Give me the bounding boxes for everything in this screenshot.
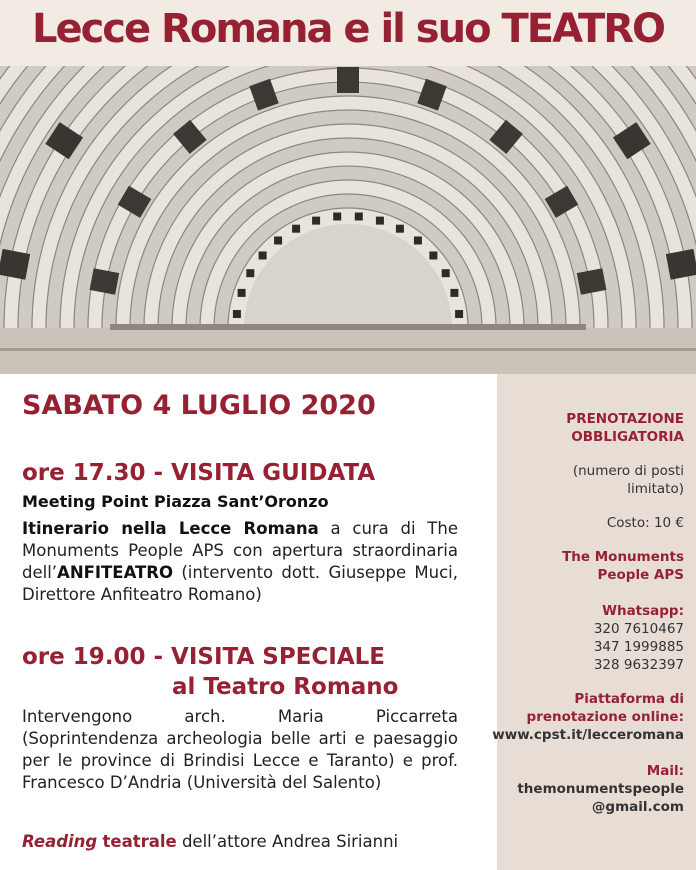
booking-sidebar bbox=[492, 374, 696, 870]
chair bbox=[414, 237, 422, 245]
chair bbox=[450, 289, 458, 297]
chair bbox=[238, 289, 246, 297]
mail-line-2[interactable]: @gmail.com bbox=[591, 799, 684, 815]
organizer-line-1: The Monuments bbox=[562, 549, 684, 565]
anfiteatro-word: ANFITEATRO bbox=[57, 563, 174, 582]
chair bbox=[233, 310, 241, 318]
chair bbox=[429, 252, 437, 260]
guided-visit-description bbox=[22, 518, 458, 606]
whatsapp-label: Whatsapp: bbox=[602, 603, 684, 619]
whatsapp-block bbox=[594, 602, 684, 674]
reading-word: Reading bbox=[22, 832, 98, 851]
chair bbox=[246, 269, 254, 277]
limited-line-2: limitato) bbox=[627, 481, 684, 497]
header-band bbox=[0, 0, 696, 66]
itinerary-text: a cura di The Monuments People APS con apertura straordinaria dell’ bbox=[22, 519, 458, 582]
mail-line-1[interactable]: themonumentspeople bbox=[517, 781, 684, 797]
organizer-line-2: People APS bbox=[597, 567, 684, 583]
vomitorium bbox=[666, 249, 696, 280]
phone-1[interactable]: 320 7610467 bbox=[593, 621, 684, 637]
chair bbox=[312, 217, 320, 225]
cost: Costo: 10 € bbox=[606, 515, 684, 531]
chair bbox=[396, 225, 404, 233]
booking-line-2: OBBLIGATORIA bbox=[571, 429, 684, 445]
booking-link[interactable]: www.cpst.it/lecceromana bbox=[492, 727, 684, 743]
mail-block bbox=[517, 762, 684, 816]
organizer bbox=[562, 548, 684, 584]
phone-3[interactable]: 328 9632397 bbox=[593, 657, 684, 673]
itinerary-text-end: (intervento dott. Giuseppe Muci, Direttore Anfiteatro Romano) bbox=[22, 563, 458, 604]
reading-line bbox=[22, 832, 398, 851]
special-visit-description: Intervengono arch. Maria Piccarreta (Soprintendenza archeologia belle arti e paesaggio per le province di Brindisi Lecce e Taranto) e prof. Francesco D’Andria (Università del Salento) bbox=[22, 707, 458, 792]
chair bbox=[274, 237, 282, 245]
platform-line-1: Piattaforma di bbox=[574, 691, 684, 707]
chair bbox=[376, 217, 384, 225]
reading-actor: dell’attore Andrea Sirianni bbox=[176, 832, 399, 851]
phone-2[interactable]: 347 1999885 bbox=[593, 639, 684, 655]
limited-seats bbox=[573, 462, 684, 498]
vomitorium bbox=[337, 67, 359, 93]
booking-line-1: PRENOTAZIONE bbox=[566, 411, 684, 427]
chair bbox=[333, 213, 341, 221]
mail-label: Mail: bbox=[646, 763, 684, 779]
theatre-aerial-photo bbox=[0, 66, 696, 374]
stage-edge bbox=[110, 324, 586, 330]
guided-visit-heading: ore 17.30 - VISITA GUIDATA bbox=[22, 460, 376, 486]
event-details bbox=[0, 374, 497, 870]
limited-line-1: (numero di posti bbox=[572, 463, 684, 479]
special-visit-heading-line2: al Teatro Romano bbox=[172, 674, 399, 700]
chair bbox=[259, 252, 267, 260]
chair bbox=[455, 310, 463, 318]
vomitorium bbox=[0, 249, 30, 280]
platform-line-2: prenotazione online: bbox=[526, 709, 684, 725]
event-date: SABATO 4 LUGLIO 2020 bbox=[22, 390, 376, 421]
booking-required bbox=[566, 410, 684, 446]
page-title: Lecce Romana e il suo TEATRO bbox=[31, 6, 665, 52]
chair bbox=[292, 225, 300, 233]
online-booking bbox=[492, 690, 684, 744]
meeting-point: Meeting Point Piazza Sant’Oronzo bbox=[22, 492, 329, 511]
chair bbox=[355, 213, 363, 221]
chair bbox=[442, 269, 450, 277]
special-visit-heading: ore 19.00 - VISITA SPECIALE bbox=[22, 644, 385, 670]
teatrale-word: teatrale bbox=[102, 832, 177, 851]
itinerary-title: Itinerario nella Lecce Romana bbox=[22, 519, 319, 538]
